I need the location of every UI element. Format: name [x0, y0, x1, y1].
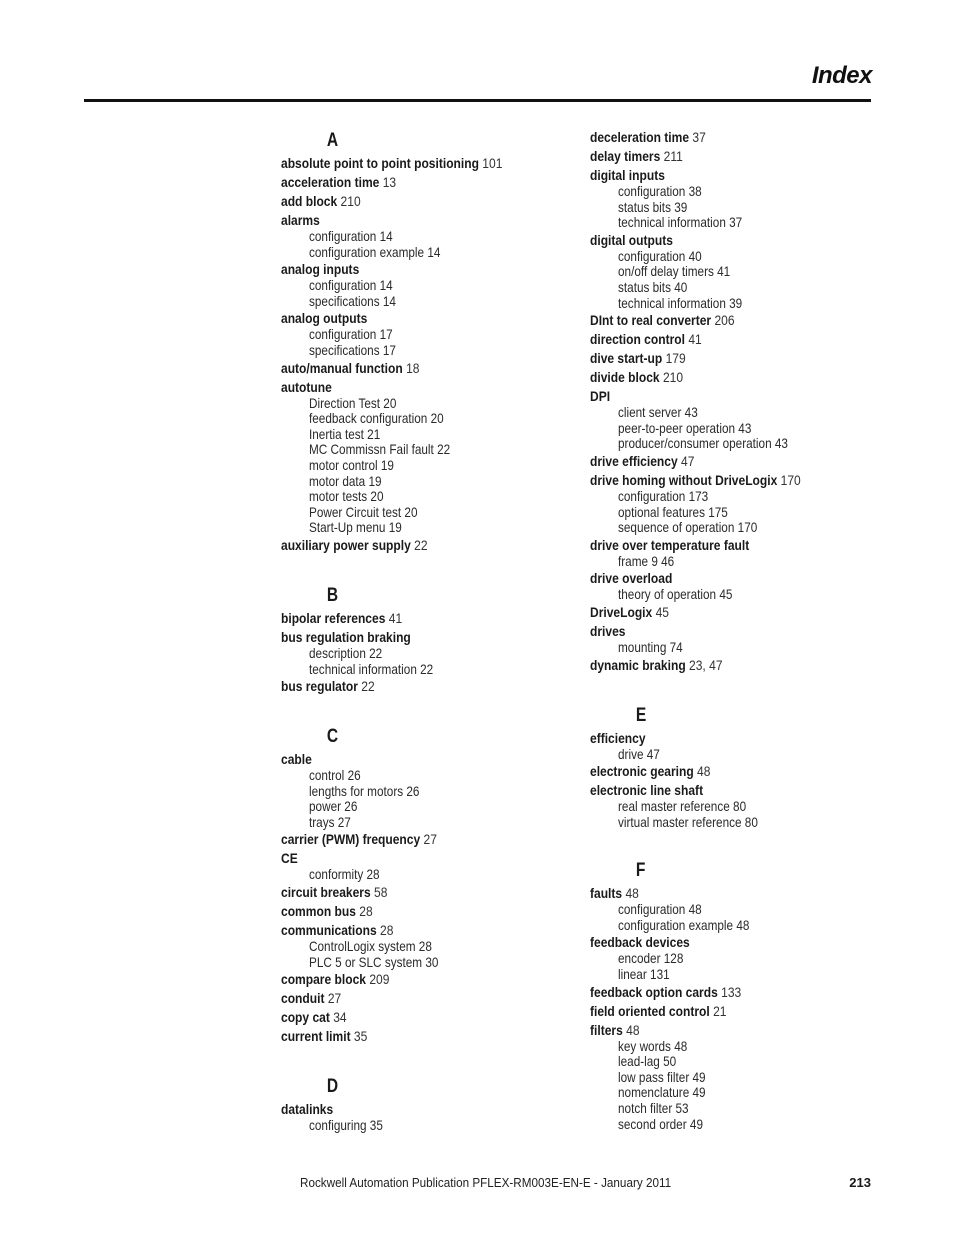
index-subentry: producer/consumer operation 43 [618, 435, 788, 452]
index-entry [590, 128, 890, 147]
index-page-ref: 133 [721, 983, 742, 1000]
index-term: conduit [281, 990, 325, 1007]
index-entry [281, 849, 581, 883]
index-subentries [590, 554, 890, 570]
index-term-line [281, 192, 539, 211]
index-subentry: encoder 128 [618, 950, 684, 967]
index-term-line [590, 762, 848, 781]
index-page-ref: 101 [482, 155, 503, 171]
index-page-ref: 210 [662, 369, 684, 386]
index-entry [281, 902, 581, 921]
index-term-line [281, 677, 539, 696]
index-entry [590, 569, 890, 603]
index-subentries [281, 1118, 581, 1134]
index-entry [590, 471, 890, 536]
index-subentries [590, 799, 890, 830]
index-subentries [590, 489, 890, 536]
index-entry [590, 729, 890, 763]
index-subentry: mounting 74 [618, 638, 683, 655]
index-subentry: PLC 5 or SLC system 30 [309, 953, 439, 970]
index-entry [590, 231, 890, 311]
index-term: digital outputs [590, 231, 673, 248]
index-page-ref: 22 [361, 678, 375, 695]
index-subentries [281, 327, 581, 358]
index-term: compare block [281, 971, 366, 988]
index-term: datalinks [281, 1101, 334, 1118]
index-page-ref: 209 [369, 971, 390, 988]
index-term: field oriented control [590, 1002, 710, 1019]
index-subentry: theory of operation 45 [618, 586, 733, 603]
index-term: direction control [590, 331, 685, 348]
section-letter: D [326, 1076, 339, 1098]
index-page-ref: 22 [414, 536, 428, 553]
index-term: efficiency [590, 729, 646, 746]
index-page-ref: 48 [626, 1021, 640, 1038]
index-page-ref: 28 [359, 903, 373, 920]
index-entry [590, 349, 890, 368]
index-subentry: low pass filter 49 [618, 1068, 706, 1085]
index-subentry: motor control 19 [309, 456, 394, 473]
index-entry [590, 330, 890, 349]
index-page-ref: 27 [327, 990, 342, 1007]
index-term: auxiliary power supply [281, 536, 411, 553]
index-term: electronic gearing [590, 763, 694, 780]
index-entry [590, 368, 890, 387]
index-subentry: lead-lag 50 [618, 1053, 677, 1070]
index-term: drives [590, 622, 626, 639]
index-subentry: key words 48 [618, 1037, 688, 1054]
section-letter: B [326, 584, 339, 606]
index-subentry: Inertia test 21 [309, 425, 381, 442]
index-term: DInt to real converter [590, 312, 712, 329]
index-subentry: drive 47 [618, 745, 660, 762]
index-section [590, 858, 890, 1132]
index-subentries [281, 867, 581, 883]
index-term-line [281, 536, 539, 555]
index-term: feedback devices [590, 934, 690, 951]
index-subentry: description 22 [309, 644, 383, 661]
section-letter: F [635, 860, 646, 882]
index-entry [281, 378, 581, 536]
index-page-ref: 34 [333, 1009, 347, 1026]
index-term-line [590, 368, 848, 387]
index-entry [590, 603, 890, 622]
index-page-ref: 211 [663, 148, 683, 164]
index-subentries [590, 747, 890, 763]
index-subentry: Direction Test 20 [309, 394, 397, 411]
index-subentry: lengths for motors 26 [309, 782, 420, 799]
index-entry [281, 921, 581, 970]
index-subentry: feedback configuration 20 [309, 410, 444, 427]
index-term: auto/manual function [281, 359, 403, 376]
index-entry [281, 359, 581, 378]
index-page-ref: 206 [714, 312, 735, 329]
index-page-ref: 47 [681, 452, 695, 469]
index-term: circuit breakers [281, 884, 371, 901]
index-section [281, 1074, 581, 1134]
index-entry [281, 211, 581, 260]
index-term: digital inputs [590, 167, 665, 183]
index-entry [281, 830, 581, 849]
index-entry [281, 750, 581, 830]
index-term-line [590, 656, 848, 675]
index-page-ref: 170 [780, 471, 801, 488]
index-page-ref: 210 [340, 193, 361, 209]
index-entry [590, 147, 890, 166]
index-term: carrier (PWM) frequency [281, 831, 421, 848]
index-term-line [281, 902, 539, 921]
index-entry [281, 1008, 581, 1027]
index-entry [281, 1100, 581, 1134]
index-term: drive homing without DriveLogix [590, 471, 778, 488]
index-term: DriveLogix [590, 603, 653, 620]
index-entry [590, 1002, 890, 1021]
index-term-line [590, 983, 848, 1002]
index-subentry: virtual master reference 80 [618, 813, 758, 830]
index-term: alarms [281, 212, 320, 228]
index-subentry: status bits 40 [618, 278, 688, 295]
index-term-line [281, 154, 539, 173]
index-term-line [281, 970, 539, 989]
section-letter: E [635, 704, 647, 726]
index-term: absolute point to point positioning [281, 155, 479, 171]
index-subentries [281, 939, 581, 970]
index-subentry: motor data 19 [309, 472, 382, 489]
index-subentry: linear 131 [618, 966, 670, 983]
index-subentry: status bits 39 [618, 198, 688, 215]
index-subentry: technical information 37 [618, 214, 743, 231]
index-entry [590, 1021, 890, 1133]
index-entry [281, 677, 581, 696]
index-subentry: configuration 173 [618, 487, 709, 504]
index-entry [590, 983, 890, 1002]
index-entry [281, 173, 581, 192]
index-page-ref: 179 [665, 350, 686, 367]
index-term: deceleration time [590, 129, 690, 145]
index-page-ref: 41 [388, 609, 403, 626]
index-term: add block [281, 193, 338, 209]
index-term: bipolar references [281, 609, 386, 626]
index-page-ref: 23, 47 [689, 656, 723, 673]
index-page-ref: 13 [382, 174, 397, 190]
index-term: DPI [590, 388, 611, 405]
page-title: Index [811, 62, 872, 89]
index-entry [281, 609, 581, 628]
index-entry [281, 1027, 581, 1046]
index-subentries [281, 768, 581, 830]
index-entry [590, 762, 890, 781]
index-entry [590, 536, 890, 570]
index-entry [590, 781, 890, 830]
index-subentry: sequence of operation 170 [618, 519, 758, 536]
index-entry [281, 970, 581, 989]
index-entry [281, 883, 581, 902]
index-subentry: Power Circuit test 20 [309, 503, 418, 520]
index-subentry: peer-to-peer operation 43 [618, 419, 752, 436]
index-term-line [281, 1008, 539, 1027]
index-section [590, 703, 890, 831]
index-subentry: technical information 22 [309, 660, 434, 677]
index-section [281, 583, 581, 696]
index-subentries [590, 587, 890, 603]
index-subentry: MC Commissn Fail fault 22 [309, 441, 451, 458]
index-subentry: ControlLogix system 28 [309, 938, 432, 955]
index-term-line [281, 359, 539, 378]
index-term-line [590, 128, 848, 147]
page-number: 213 [849, 1175, 871, 1190]
index-subentry: configuration 48 [618, 901, 702, 918]
index-subentry: power 26 [309, 798, 358, 815]
index-page-ref: 37 [692, 129, 706, 145]
index-column-left [281, 128, 581, 1162]
index-term-line [590, 311, 848, 330]
index-page-ref: 27 [423, 831, 437, 848]
index-term: bus regulation braking [281, 628, 411, 645]
index-subentry: specifications 17 [309, 341, 396, 358]
index-term: electronic line shaft [590, 782, 704, 799]
index-term: cable [281, 751, 312, 768]
index-subentries [590, 405, 890, 452]
index-subentries [281, 278, 581, 309]
index-subentry: nomenclature 49 [618, 1084, 706, 1101]
index-subentries [590, 951, 890, 982]
index-subentries [590, 902, 890, 933]
index-term: dynamic braking [590, 656, 686, 673]
index-subentry: technical information 39 [618, 294, 743, 311]
index-term: copy cat [281, 1009, 330, 1026]
index-term-line [590, 603, 848, 622]
index-term: common bus [281, 903, 356, 920]
index-entry [590, 387, 890, 452]
index-entry [281, 309, 581, 358]
index-term: drive over temperature fault [590, 536, 750, 553]
index-term-line [590, 349, 848, 368]
index-term: delay timers [590, 148, 661, 164]
index-page-ref: 41 [688, 331, 702, 348]
index-term: acceleration time [281, 174, 380, 190]
header-rule [84, 99, 871, 102]
index-term-line [281, 989, 539, 1008]
index-term: drive efficiency [590, 452, 678, 469]
index-subentry: configuring 35 [309, 1117, 383, 1134]
index-entry [590, 622, 890, 656]
index-term-line [281, 883, 539, 902]
index-term: communications [281, 922, 377, 939]
index-term: autotune [281, 378, 332, 395]
index-term: CE [281, 850, 298, 867]
index-column-right [590, 128, 890, 1160]
index-term-line [590, 1002, 848, 1021]
index-subentries [281, 229, 581, 260]
index-subentries [590, 640, 890, 656]
index-term: drive overload [590, 570, 673, 587]
index-entry [590, 311, 890, 330]
index-subentry: configuration example 48 [618, 916, 750, 933]
index-section [281, 128, 581, 555]
index-term-line [590, 147, 848, 166]
index-subentry: configuration 17 [309, 326, 393, 343]
index-subentry: configuration 38 [618, 183, 702, 199]
index-entry [281, 989, 581, 1008]
index-term: feedback option cards [590, 983, 718, 1000]
index-term-line [590, 452, 848, 471]
index-entry [281, 628, 581, 677]
index-entry [590, 933, 890, 982]
index-term: bus regulator [281, 678, 358, 695]
index-entry [281, 536, 581, 555]
index-section [590, 128, 890, 675]
index-page-ref: 48 [625, 885, 639, 902]
index-subentry: client server 43 [618, 404, 698, 421]
index-subentry: frame 9 46 [618, 552, 675, 569]
index-subentry: configuration 40 [618, 247, 702, 264]
index-term: dive start-up [590, 350, 663, 367]
index-term-line [281, 609, 539, 628]
index-term: faults [590, 885, 623, 902]
index-entry [590, 166, 890, 231]
index-subentries [281, 396, 581, 536]
index-page-ref: 35 [353, 1028, 368, 1045]
index-subentry: motor tests 20 [309, 488, 384, 505]
index-entry [281, 192, 581, 211]
section-letter: C [326, 726, 339, 748]
index-term: analog inputs [281, 261, 360, 278]
section-letter: A [326, 130, 339, 151]
index-subentry: trays 27 [309, 813, 351, 830]
index-term-line [590, 330, 848, 349]
footer-publication: Rockwell Automation Publication PFLEX-RM003E-EN-E - January 2011 [300, 1175, 672, 1190]
index-term: filters [590, 1021, 623, 1038]
index-subentry: notch filter 53 [618, 1100, 689, 1117]
index-entry [590, 656, 890, 675]
index-subentries [590, 184, 890, 231]
index-page-ref: 21 [713, 1002, 727, 1019]
index-subentry: optional features 175 [618, 503, 728, 520]
index-term: divide block [590, 369, 660, 386]
index-subentry: specifications 14 [309, 292, 396, 309]
index-entry [281, 154, 581, 173]
index-term: current limit [281, 1028, 351, 1045]
index-page-ref: 18 [406, 359, 420, 376]
index-subentries [590, 249, 890, 311]
index-page-ref: 28 [380, 922, 394, 939]
index-subentry: conformity 28 [309, 866, 380, 883]
index-subentries [590, 1039, 890, 1133]
index-term-line [281, 1027, 539, 1046]
index-subentry: configuration 14 [309, 277, 393, 294]
index-entry [590, 884, 890, 933]
index-page-ref: 45 [655, 603, 669, 620]
index-subentry: configuration 14 [309, 228, 393, 244]
index-subentry: control 26 [309, 767, 361, 784]
index-entry [281, 260, 581, 309]
index-subentry: second order 49 [618, 1115, 703, 1132]
index-subentry: Start-Up menu 19 [309, 519, 402, 536]
index-page-ref: 58 [374, 884, 388, 901]
index-subentries [281, 646, 581, 677]
index-subentry: real master reference 80 [618, 798, 747, 815]
index-subentry: configuration example 14 [309, 243, 441, 260]
index-entry [590, 452, 890, 471]
index-subentry: on/off delay timers 41 [618, 263, 731, 280]
index-term: analog outputs [281, 310, 368, 327]
index-section [281, 724, 581, 1046]
index-page-ref: 48 [697, 763, 711, 780]
index-term-line [281, 173, 539, 192]
index-term-line [281, 830, 539, 849]
